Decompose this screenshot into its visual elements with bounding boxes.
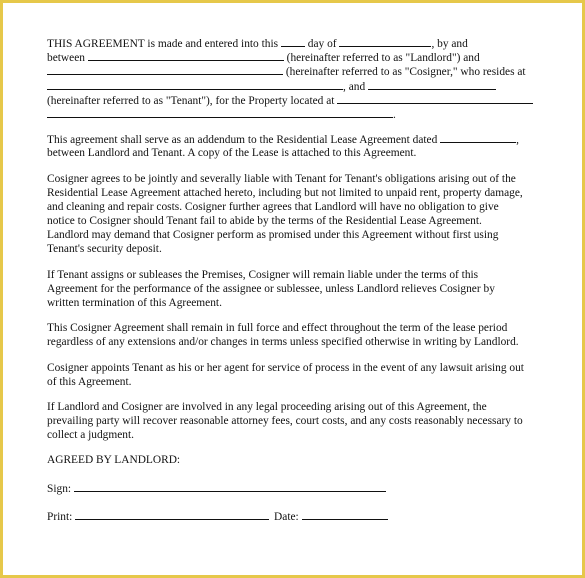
intro-text: , and <box>343 80 366 93</box>
intro-text: . <box>393 108 396 121</box>
paragraph-line: notice to Cosigner should Tenant fail to abide by the terms of the Residential Lease Agreement. <box>47 215 482 228</box>
cosigner-address-blank <box>47 79 343 90</box>
day-blank <box>281 36 305 47</box>
paragraph-gap <box>47 389 562 400</box>
document-page <box>3 3 582 575</box>
landlord-name-blank <box>88 50 284 61</box>
paragraph-line: This Cosigner Agreement shall remain in full force and effect throughout the term of the lease period <box>47 322 508 335</box>
sign-label: Sign: <box>47 482 72 495</box>
intro-text: (hereinafter referred to as "Tenant"), for the Property located at <box>47 94 335 107</box>
intro-text: between <box>47 52 85 65</box>
paragraph-line: If Tenant assigns or subleases the Premises, Cosigner will remain liable under the terms of this <box>47 268 479 281</box>
intro-text: day of <box>307 38 337 50</box>
legal-paragraph <box>47 400 562 443</box>
intro-line-5 <box>47 93 562 107</box>
intro-line-6 <box>47 107 562 121</box>
paragraph-gap <box>47 161 562 172</box>
sign-row <box>47 481 562 495</box>
paragraph-line: collect a judgment. <box>47 429 134 442</box>
intro-line-3 <box>47 64 562 78</box>
addendum-line-2: between Landlord and Tenant. A copy of the Lease is attached to this Agreement. <box>47 147 417 160</box>
paragraph-line: prevailing party will recover reasonable attorney fees, court costs, and any costs reasonably necessary to <box>47 415 523 428</box>
print-label: Print: <box>47 510 73 523</box>
paragraph-line: Tenant's security deposit. <box>47 243 162 256</box>
addendum-line-1 <box>47 132 562 146</box>
paragraph-line: Agreement for the performance of the assignee or sublessee, unless Landlord relieves Cosigner by <box>47 282 495 295</box>
paragraph-line: and cleaning and repair costs. Cosigner further agrees that Landlord will have no obligation to give <box>47 200 499 213</box>
print-name-line[interactable] <box>75 509 269 520</box>
intro-line-4 <box>47 79 562 93</box>
print-row <box>47 509 562 523</box>
addendum-text: This agreement shall serve as an addendum to the Residential Lease Agreement dated <box>47 134 438 147</box>
agreement-body <box>47 36 562 523</box>
intro-text: (hereinafter referred to as "Cosigner," who resides at <box>285 66 526 79</box>
paragraph-line: of this Agreement. <box>47 375 132 388</box>
paragraph-line: Landlord may demand that Cosigner perform as promised under this Agreement without first using <box>47 229 499 242</box>
date-label: Date: <box>274 510 299 523</box>
property-blank <box>337 93 533 104</box>
date-line[interactable] <box>302 509 388 520</box>
paragraph-line: Residential Lease Agreement attached hereto, including but not limited to unpaid rent, property damage, <box>47 186 523 199</box>
agreed-by-heading: AGREED BY LANDLORD: <box>47 453 181 466</box>
intro-line-2 <box>47 50 562 64</box>
paragraph-gap <box>47 310 562 321</box>
cosigner-name-blank <box>47 64 283 75</box>
paragraph-line: Cosigner agrees to be jointly and severally liable with Tenant for Tenant's obligations arising out of the <box>47 172 516 185</box>
signature-line[interactable] <box>74 481 386 492</box>
paragraph-line: written termination of this Agreement. <box>47 297 222 309</box>
tenant-name-blank <box>368 79 496 90</box>
intro-line-1 <box>47 36 562 50</box>
liability-paragraph <box>47 172 562 257</box>
agent-paragraph <box>47 361 562 389</box>
paragraph-line: Cosigner appoints Tenant as his or her agent for service of process in the event of any lawsuit arising out <box>47 361 524 374</box>
paragraph-gap <box>47 257 562 268</box>
paragraph-gap <box>47 121 562 132</box>
month-blank <box>339 36 431 47</box>
intro-text: , by and <box>431 38 468 50</box>
paragraph-gap <box>47 443 562 453</box>
paragraph-line: If Landlord and Cosigner are involved in any legal proceeding arising out of this Agreement, the <box>47 400 487 413</box>
property-address-blank <box>47 107 393 118</box>
sublease-paragraph <box>47 268 562 311</box>
lease-date-blank <box>440 132 516 143</box>
paragraph-gap <box>47 350 562 361</box>
addendum-text: , <box>516 134 520 147</box>
intro-text: THIS AGREEMENT is made and entered into this <box>47 38 279 50</box>
paragraph-line: regardless of any extensions and/or changes in terms unless specified otherwise in writing by Landlord. <box>47 336 519 349</box>
intro-text: (hereinafter referred to as "Landlord") and <box>286 52 480 65</box>
term-paragraph <box>47 321 562 349</box>
